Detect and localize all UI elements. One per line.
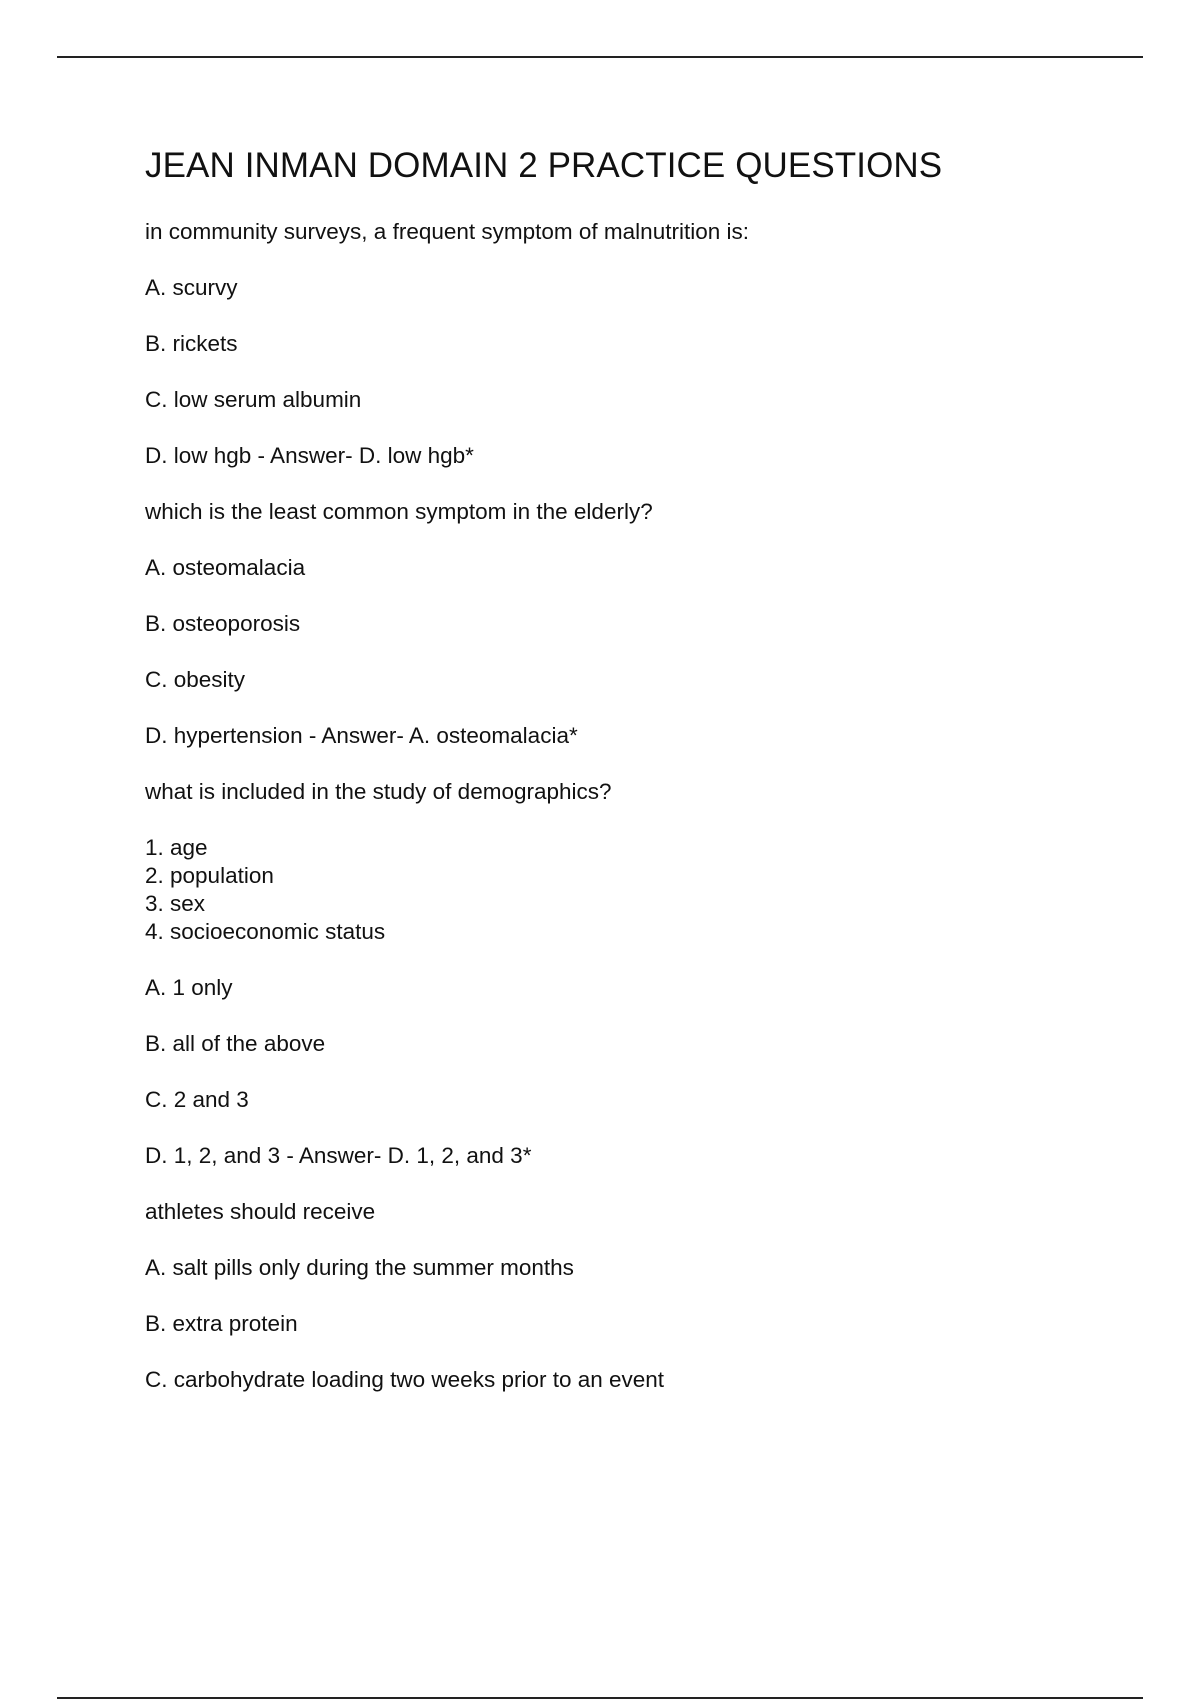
numbered-list-item: 2. population <box>145 863 274 888</box>
question-prompt: what is included in the study of demographics? <box>145 779 612 804</box>
answer-option: D. 1, 2, and 3 - Answer- D. 1, 2, and 3* <box>145 1143 532 1168</box>
numbered-list-item: 1. age <box>145 835 208 860</box>
answer-option: C. 2 and 3 <box>145 1087 249 1112</box>
answer-option: C. low serum albumin <box>145 387 362 412</box>
question-2 <box>145 498 1105 750</box>
answer-option: D. hypertension - Answer- A. osteomalacia* <box>145 723 578 748</box>
answer-option: A. salt pills only during the summer months <box>145 1255 574 1280</box>
document-title: JEAN INMAN DOMAIN 2 PRACTICE QUESTIONS <box>145 146 943 185</box>
numbered-list-item: 4. socioeconomic status <box>145 919 386 944</box>
question-3 <box>145 778 1105 1170</box>
answer-option: A. osteomalacia <box>145 555 306 580</box>
answer-option: B. extra protein <box>145 1311 298 1336</box>
answer-option: B. rickets <box>145 331 238 356</box>
numbered-list-item: 3. sex <box>145 891 206 916</box>
question-prompt: in community surveys, a frequent symptom of malnutrition is: <box>145 219 749 244</box>
question-1 <box>145 218 1105 470</box>
question-prompt: which is the least common symptom in the elderly? <box>145 499 653 524</box>
answer-option: A. scurvy <box>145 275 238 300</box>
footer-rule <box>57 1697 1143 1699</box>
answer-option: D. low hgb - Answer- D. low hgb* <box>145 443 474 468</box>
answer-option: B. all of the above <box>145 1031 326 1056</box>
document-body <box>145 140 1105 1422</box>
answer-option: C. obesity <box>145 667 246 692</box>
answer-option: A. 1 only <box>145 975 233 1000</box>
header-rule <box>57 56 1143 58</box>
question-prompt: athletes should receive <box>145 1199 376 1224</box>
answer-option: C. carbohydrate loading two weeks prior to an event <box>145 1367 665 1392</box>
answer-option: B. osteoporosis <box>145 611 301 636</box>
numbered-list <box>145 834 1105 946</box>
question-4 <box>145 1198 1105 1394</box>
